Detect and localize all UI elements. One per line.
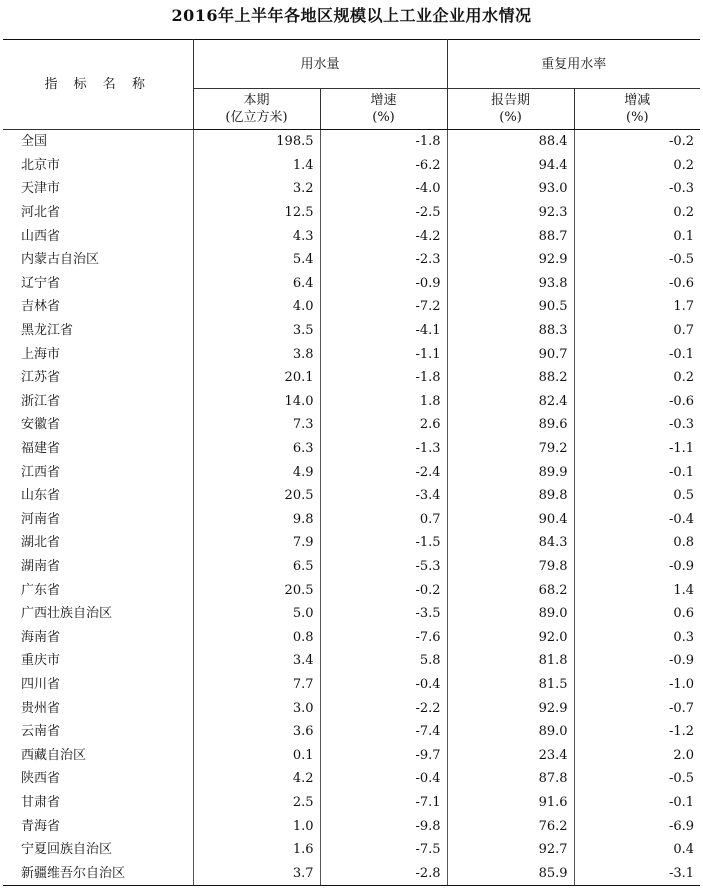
reuse-rate-cell: 92.7 xyxy=(447,838,574,862)
reuse-rate-cell: 76.2 xyxy=(447,814,574,838)
region-name-cell: 贵州省 xyxy=(3,696,193,720)
consumption-growth-cell: -0.2 xyxy=(320,578,447,602)
water-consumption-cell: 4.2 xyxy=(193,767,320,791)
table-row xyxy=(3,861,700,885)
table-row xyxy=(3,272,700,296)
reuse-rate-change-cell: -0.6 xyxy=(668,275,695,291)
water-consumption-cell: 198.5 xyxy=(193,130,320,154)
table-row xyxy=(3,295,700,319)
table-row xyxy=(3,696,700,720)
consumption-growth-cell: -1.8 xyxy=(320,366,447,390)
table-row xyxy=(3,390,700,414)
table-row xyxy=(3,154,700,178)
reuse-rate-change-cell: -0.3 xyxy=(668,417,695,433)
region-name-cell: 宁夏回族自治区 xyxy=(3,838,193,862)
water-consumption-cell: 3.8 xyxy=(193,342,320,366)
table-row xyxy=(3,767,700,791)
region-name-cell: 江西省 xyxy=(3,460,193,484)
region-name-cell: 山东省 xyxy=(3,484,193,508)
reuse-rate-cell: 79.8 xyxy=(447,555,574,579)
table-row xyxy=(3,177,700,201)
reuse-rate-change-cell: 0.7 xyxy=(673,323,695,339)
region-name-cell: 重庆市 xyxy=(3,649,193,673)
water-consumption-cell: 1.4 xyxy=(193,154,320,178)
reuse-rate-change-cell: 0.2 xyxy=(673,205,695,221)
consumption-growth-cell: -2.3 xyxy=(320,248,447,272)
water-consumption-group-header: 用水量 xyxy=(193,40,447,89)
table-row xyxy=(3,602,700,626)
reuse-rate-cell: 92.3 xyxy=(447,201,574,225)
water-consumption-cell: 7.7 xyxy=(193,673,320,697)
consumption-growth-cell: -7.1 xyxy=(320,791,447,815)
water-consumption-cell: 3.0 xyxy=(193,696,320,720)
table-row xyxy=(3,437,700,461)
reuse-rate-change-cell: -0.7 xyxy=(668,700,695,716)
reuse-rate-cell: 88.2 xyxy=(447,366,574,390)
table-row xyxy=(3,578,700,602)
region-name-cell: 广东省 xyxy=(3,578,193,602)
water-consumption-cell: 20.1 xyxy=(193,366,320,390)
reuse-rate-change-cell: 0.6 xyxy=(673,606,695,622)
region-name-cell: 黑龙江省 xyxy=(3,319,193,343)
reuse-rate-cell: 85.9 xyxy=(447,861,574,885)
consumption-growth-cell: -1.5 xyxy=(320,531,447,555)
growth-rate-label: 增速 xyxy=(370,93,397,108)
current-period-header xyxy=(193,89,320,130)
water-consumption-cell: 3.7 xyxy=(193,861,320,885)
table-row xyxy=(3,366,700,390)
table-row xyxy=(3,201,700,225)
reuse-rate-cell: 89.0 xyxy=(447,602,574,626)
reuse-rate-change-cell: -0.5 xyxy=(668,771,695,787)
water-usage-table xyxy=(3,39,700,886)
current-period-label: 本期 xyxy=(243,93,270,108)
reuse-rate-change-cell: -6.9 xyxy=(668,818,695,834)
reuse-rate-cell: 23.4 xyxy=(447,743,574,767)
reuse-rate-change-cell: -0.1 xyxy=(668,794,695,810)
reuse-rate-change-cell: -1.0 xyxy=(668,676,695,692)
table-row xyxy=(3,130,700,154)
table-row xyxy=(3,673,700,697)
region-name-cell: 甘肃省 xyxy=(3,791,193,815)
consumption-growth-cell: 0.7 xyxy=(320,508,447,532)
water-consumption-cell: 5.4 xyxy=(193,248,320,272)
reuse-rate-cell: 89.6 xyxy=(447,413,574,437)
region-name-cell: 云南省 xyxy=(3,720,193,744)
consumption-growth-cell: -7.2 xyxy=(320,295,447,319)
region-name-cell: 广西壮族自治区 xyxy=(3,602,193,626)
growth-rate-header xyxy=(320,89,447,130)
reuse-rate-cell: 94.4 xyxy=(447,154,574,178)
reuse-rate-change-cell: 0.2 xyxy=(673,157,695,173)
region-name-cell: 陕西省 xyxy=(3,767,193,791)
consumption-growth-cell: -9.8 xyxy=(320,814,447,838)
consumption-growth-cell: -3.5 xyxy=(320,602,447,626)
consumption-growth-cell: -6.2 xyxy=(320,154,447,178)
consumption-growth-cell: -7.5 xyxy=(320,838,447,862)
reuse-rate-cell: 90.4 xyxy=(447,508,574,532)
water-consumption-cell: 20.5 xyxy=(193,578,320,602)
consumption-growth-cell: -7.4 xyxy=(320,720,447,744)
reuse-rate-change-cell: 1.4 xyxy=(673,582,695,598)
table-row xyxy=(3,649,700,673)
reporting-period-header xyxy=(447,89,574,130)
water-consumption-cell: 7.9 xyxy=(193,531,320,555)
consumption-growth-cell: -0.4 xyxy=(320,673,447,697)
consumption-growth-cell: -4.0 xyxy=(320,177,447,201)
table-row xyxy=(3,484,700,508)
reuse-rate-change-cell: 0.1 xyxy=(673,228,695,244)
reuse-rate-cell: 90.7 xyxy=(447,342,574,366)
water-consumption-cell: 3.4 xyxy=(193,649,320,673)
water-consumption-cell: 0.1 xyxy=(193,743,320,767)
region-name-cell: 湖南省 xyxy=(3,555,193,579)
table-row xyxy=(3,508,700,532)
reuse-rate-cell: 81.5 xyxy=(447,673,574,697)
reuse-rate-change-cell: -0.9 xyxy=(668,558,695,574)
growth-rate-unit: (%) xyxy=(372,110,395,125)
water-consumption-cell: 7.3 xyxy=(193,413,320,437)
region-name-cell: 安徽省 xyxy=(3,413,193,437)
consumption-growth-cell: -7.6 xyxy=(320,625,447,649)
change-header xyxy=(574,89,700,130)
reuse-rate-cell: 84.3 xyxy=(447,531,574,555)
reuse-rate-cell: 79.2 xyxy=(447,437,574,461)
table-body xyxy=(3,130,700,886)
reuse-rate-cell: 93.8 xyxy=(447,272,574,296)
table-row xyxy=(3,838,700,862)
reuse-rate-cell: 87.8 xyxy=(447,767,574,791)
reporting-period-label: 报告期 xyxy=(491,93,531,108)
consumption-growth-cell: -1.1 xyxy=(320,342,447,366)
table-row xyxy=(3,342,700,366)
reuse-rate-change-cell: -0.6 xyxy=(668,393,695,409)
reuse-rate-change-cell: -0.4 xyxy=(668,511,695,527)
reuse-rate-group-header: 重复用水率 xyxy=(447,40,700,89)
reuse-rate-cell: 93.0 xyxy=(447,177,574,201)
consumption-growth-cell: -2.4 xyxy=(320,460,447,484)
region-name-cell: 四川省 xyxy=(3,673,193,697)
reuse-rate-change-cell: -1.2 xyxy=(668,724,695,740)
consumption-growth-cell: -2.8 xyxy=(320,861,447,885)
consumption-growth-cell: -4.2 xyxy=(320,224,447,248)
table-row xyxy=(3,720,700,744)
table-row xyxy=(3,224,700,248)
water-consumption-cell: 1.0 xyxy=(193,814,320,838)
reuse-rate-cell: 81.8 xyxy=(447,649,574,673)
region-name-cell: 上海市 xyxy=(3,342,193,366)
reuse-rate-cell: 91.6 xyxy=(447,791,574,815)
reuse-rate-cell: 92.0 xyxy=(447,625,574,649)
consumption-growth-cell: 1.8 xyxy=(320,390,447,414)
consumption-growth-cell: -1.3 xyxy=(320,437,447,461)
region-name-cell: 西藏自治区 xyxy=(3,743,193,767)
table-row xyxy=(3,319,700,343)
water-consumption-cell: 20.5 xyxy=(193,484,320,508)
water-consumption-cell: 5.0 xyxy=(193,602,320,626)
reuse-rate-cell: 88.3 xyxy=(447,319,574,343)
region-name-cell: 吉林省 xyxy=(3,295,193,319)
water-consumption-cell: 4.9 xyxy=(193,460,320,484)
water-consumption-cell: 3.6 xyxy=(193,720,320,744)
water-consumption-cell: 0.8 xyxy=(193,625,320,649)
reuse-rate-change-cell: 2.0 xyxy=(673,747,695,763)
region-name-cell: 辽宁省 xyxy=(3,272,193,296)
water-consumption-cell: 2.5 xyxy=(193,791,320,815)
table-row xyxy=(3,743,700,767)
region-name-cell: 福建省 xyxy=(3,437,193,461)
reuse-rate-cell: 89.9 xyxy=(447,460,574,484)
reuse-rate-change-cell: 0.8 xyxy=(673,535,695,551)
page-title: 2016年上半年各地区规模以上工业企业用水情况 xyxy=(171,6,532,25)
consumption-growth-cell: -4.1 xyxy=(320,319,447,343)
region-name-cell: 山西省 xyxy=(3,224,193,248)
region-name-cell: 青海省 xyxy=(3,814,193,838)
table-row xyxy=(3,531,700,555)
reuse-rate-cell: 92.9 xyxy=(447,248,574,272)
consumption-growth-cell: -0.9 xyxy=(320,272,447,296)
consumption-growth-cell: -9.7 xyxy=(320,743,447,767)
water-consumption-cell: 4.0 xyxy=(193,295,320,319)
table-row xyxy=(3,248,700,272)
reuse-rate-change-cell: -0.5 xyxy=(668,252,695,268)
table-row xyxy=(3,413,700,437)
reuse-rate-cell: 88.7 xyxy=(447,224,574,248)
consumption-growth-cell: -5.3 xyxy=(320,555,447,579)
current-period-unit: (亿立方米) xyxy=(225,110,288,125)
table-row xyxy=(3,625,700,649)
region-name-cell: 湖北省 xyxy=(3,531,193,555)
reuse-rate-change-cell: 0.2 xyxy=(673,370,695,386)
reuse-rate-change-cell: -0.2 xyxy=(668,134,695,150)
reporting-period-unit: (%) xyxy=(499,110,522,125)
change-unit: (%) xyxy=(626,110,649,125)
water-consumption-cell: 6.4 xyxy=(193,272,320,296)
reuse-rate-cell: 82.4 xyxy=(447,390,574,414)
change-label: 增减 xyxy=(624,93,651,108)
water-consumption-cell: 4.3 xyxy=(193,224,320,248)
consumption-growth-cell: -2.5 xyxy=(320,201,447,225)
water-consumption-cell: 3.5 xyxy=(193,319,320,343)
water-consumption-cell: 6.3 xyxy=(193,437,320,461)
indicator-name-header: 指 标 名 称 xyxy=(3,40,193,130)
reuse-rate-cell: 92.9 xyxy=(447,696,574,720)
reuse-rate-change-cell: -3.1 xyxy=(574,861,700,885)
region-name-cell: 全国 xyxy=(3,130,193,154)
water-consumption-cell: 6.5 xyxy=(193,555,320,579)
reuse-rate-cell: 68.2 xyxy=(447,578,574,602)
reuse-rate-cell: 88.4 xyxy=(447,130,574,154)
reuse-rate-cell: 89.8 xyxy=(447,484,574,508)
water-consumption-cell: 3.2 xyxy=(193,177,320,201)
reuse-rate-change-cell: -1.1 xyxy=(668,441,695,457)
region-name-cell: 天津市 xyxy=(3,177,193,201)
region-name-cell: 海南省 xyxy=(3,625,193,649)
region-name-cell: 河北省 xyxy=(3,201,193,225)
table-row xyxy=(3,460,700,484)
region-name-cell: 新疆维吾尔自治区 xyxy=(3,861,193,885)
reuse-rate-change-cell: 0.3 xyxy=(673,629,695,645)
region-name-cell: 北京市 xyxy=(3,154,193,178)
region-name-cell: 浙江省 xyxy=(3,390,193,414)
reuse-rate-cell: 89.0 xyxy=(447,720,574,744)
consumption-growth-cell: 5.8 xyxy=(320,649,447,673)
consumption-growth-cell: -1.8 xyxy=(320,130,447,154)
reuse-rate-change-cell: -0.1 xyxy=(668,346,695,362)
water-consumption-cell: 9.8 xyxy=(193,508,320,532)
water-consumption-cell: 14.0 xyxy=(193,390,320,414)
reuse-rate-change-cell: -0.9 xyxy=(668,653,695,669)
region-name-cell: 河南省 xyxy=(3,508,193,532)
table-row xyxy=(3,791,700,815)
region-name-cell: 内蒙古自治区 xyxy=(3,248,193,272)
reuse-rate-change-cell: -0.1 xyxy=(668,464,695,480)
consumption-growth-cell: -3.4 xyxy=(320,484,447,508)
consumption-growth-cell: -2.2 xyxy=(320,696,447,720)
table-row xyxy=(3,555,700,579)
consumption-growth-cell: 2.6 xyxy=(320,413,447,437)
water-consumption-cell: 1.6 xyxy=(193,838,320,862)
reuse-rate-change-cell: 0.4 xyxy=(673,842,695,858)
reuse-rate-change-cell: 1.7 xyxy=(673,299,695,315)
water-consumption-cell: 12.5 xyxy=(193,201,320,225)
reuse-rate-change-cell: 0.5 xyxy=(673,488,695,504)
table-row xyxy=(3,814,700,838)
consumption-growth-cell: -0.4 xyxy=(320,767,447,791)
reuse-rate-cell: 90.5 xyxy=(447,295,574,319)
region-name-cell: 江苏省 xyxy=(3,366,193,390)
reuse-rate-change-cell: -0.3 xyxy=(668,181,695,197)
